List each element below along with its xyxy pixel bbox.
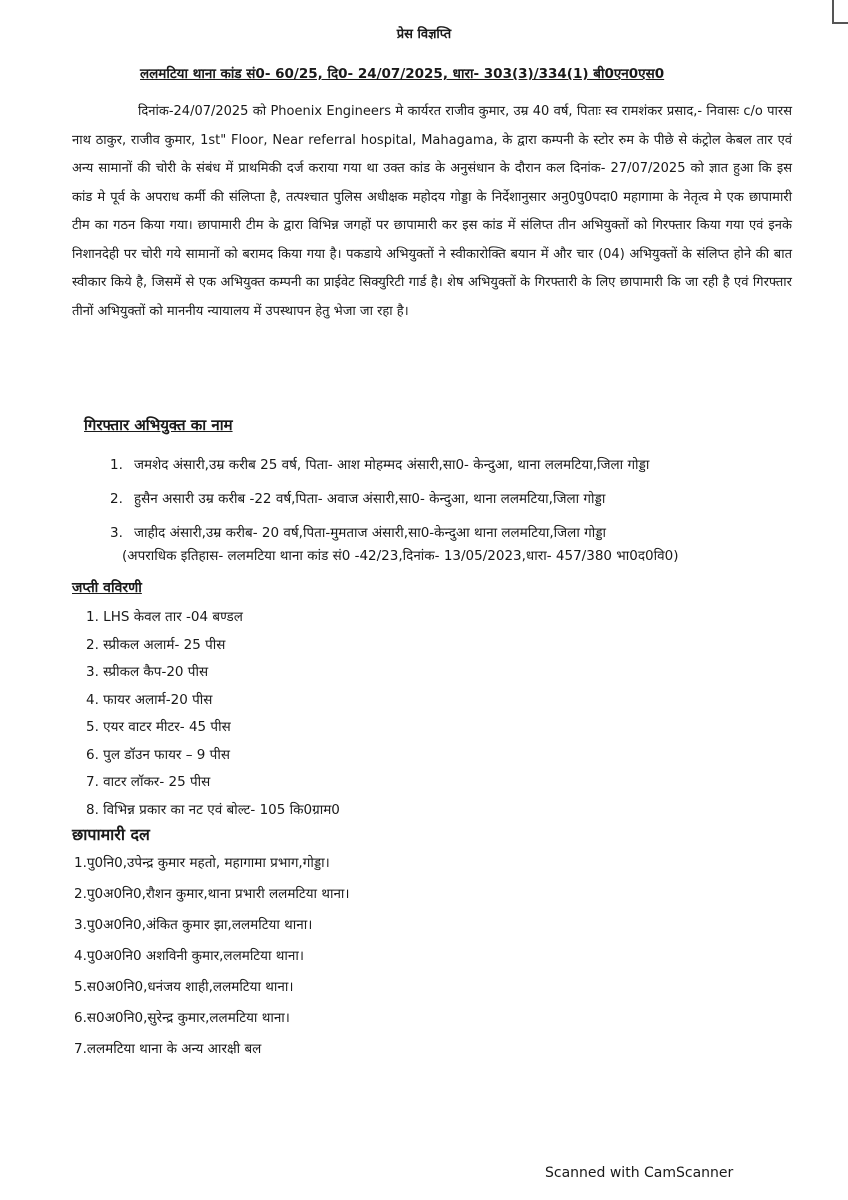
seized-item: 5. एयर वाटर मीटर- 45 पीस	[86, 719, 231, 735]
seized-heading: जप्ती वविरणी	[72, 580, 142, 596]
accused-heading: गिरफ्तार अभियुक्त का नाम	[84, 416, 233, 434]
seized-item: 1. LHS केवल तार -04 बण्डल	[86, 609, 243, 625]
raid-team-heading: छापामारी दल	[72, 825, 150, 844]
page-corner-mark	[832, 0, 848, 24]
accused-item: 1. जमशेद अंसारी,उम्र करीब 25 वर्ष, पिता- आश मोहम्मद अंसारी,सा0- केन्दुआ, थाना ललमटिया,जिला गोड्डा	[110, 457, 650, 473]
page-title: प्रेस विज्ञप्ति	[396, 27, 452, 42]
criminal-history: (अपराधिक इतिहास- ललमटिया थाना कांड सं0 -42/23,दिनांक- 13/05/2023,धारा- 457/380 भा0द0वि0)	[122, 548, 679, 564]
raid-team-member: 7.ललमटिया थाना के अन्य आरक्षी बल	[74, 1041, 262, 1057]
raid-team-member: 5.स0अ0नि0,धनंजय शाही,ललमटिया थाना।	[74, 979, 294, 995]
seized-item: 6. पुल डॉउन फायर – 9 पीस	[86, 746, 230, 763]
seized-item: 2. स्प्रीकल अलार्म- 25 पीस	[86, 636, 226, 653]
scanner-watermark: Scanned with CamScanner	[545, 1165, 734, 1181]
seized-item: 8. विभिन्न प्रकार का नट एवं बोल्ट- 105 कि0ग्राम0	[86, 801, 340, 818]
raid-team-member: 1.पु0नि0,उपेन्द्र कुमार महतो, महागामा प्रभाग,गोड्डा।	[74, 855, 330, 871]
raid-team-member: 3.पु0अ0नि0,अंकित कुमार झा,ललमटिया थाना।	[74, 917, 313, 933]
body-paragraph: दिनांक-24/07/2025 को Phoenix Engineers मे कार्यरत राजीव कुमार, उम्र 40 वर्ष, पिताः स्व रामशंकर प्रसाद,- निवासः c/o पारस नाथ ठाकुर, राजीव कुमार, 1st" Floor, Near referral hospital, Mahagama, के द्वारा कम्पनी के स्टोर रुम के पीछे से कंट्रोल केबल तार एवं अन्य सामानों की चोरी के संबंध में प्राथमिकी दर्ज कराया गया था उक्त कांड के अनुसंधान के दौरान कल दिनांक- 27/07/2025 को ज्ञात हुआ कि इस कांड मे पूर्व के अपराध कर्मी की संलिप्ता है, तत्पश्चात पुलिस अधीक्षक महोदय गोड्डा के निर्देशानुसार अनु0पु0पदा0 महागामा के नेतृत्व मे एक छापामारी टीम का गठन किया गया। छापामारी टीम के द्वारा विभिन्न जगहों पर छापामारी कर इस कांड में संलिप्त तीन अभियुक्तों को गिरफ्तार किया गया एवं इनके निशानदेही पर चोरी गये सामानों को बरामद किया गया है। पकडाये अभियुक्तों ने स्वीकारोक्ति बयान में और चार (04) अभियुक्तों के संलिप्त होने की बात स्वीकार किये है, जिसमें से एक अभियुक्त कम्पनी का प्राईवेट सिक्युरिटी गार्ड है। शेष अभियुक्तों के गिरफ्तारी के लिए छापामारी कि जा रही है एवं गिरफ्तार तीनों अभियुक्तों को माननीय न्यायालय में उपस्थापन हेतु भेजा जा रहा है।	[72, 104, 792, 319]
seized-items-list	[86, 606, 340, 826]
seized-item: 3. स्प्रीकल कैप-20 पीस	[86, 664, 209, 680]
accused-item: 2. हुसैन असारी उम्र करीब -22 वर्ष,पिता- अवाज अंसारी,सा0- केन्दुआ, थाना ललमटिया,जिला गोड्डा	[110, 491, 606, 507]
raid-team-member: 6.स0अ0नि0,सुरेन्द्र कुमार,ललमटिया थाना।	[74, 1010, 290, 1026]
seized-item: 4. फायर अलार्म-20 पीस	[86, 691, 213, 708]
case-reference: ललमटिया थाना कांड सं0- 60/25, दि0- 24/07/2025, धारा- 303(3)/334(1) बी0एन0एस0	[140, 66, 665, 82]
accused-item: 3. जाहीद अंसारी,उम्र करीब- 20 वर्ष,पिता-मुमताज अंसारी,सा0-केन्दुआ थाना ललमटिया,जिला गोड्डा	[110, 525, 607, 541]
seized-item: 7. वाटर लॉकर- 25 पीस	[86, 774, 211, 790]
raid-team-list	[74, 852, 350, 1069]
raid-team-member: 2.पु0अ0नि0,रौशन कुमार,थाना प्रभारी ललमटिया थाना।	[74, 886, 350, 902]
raid-team-member: 4.पु0अ0नि0 अशविनी कुमार,ललमटिया थाना।	[74, 948, 304, 964]
accused-list	[110, 452, 810, 554]
